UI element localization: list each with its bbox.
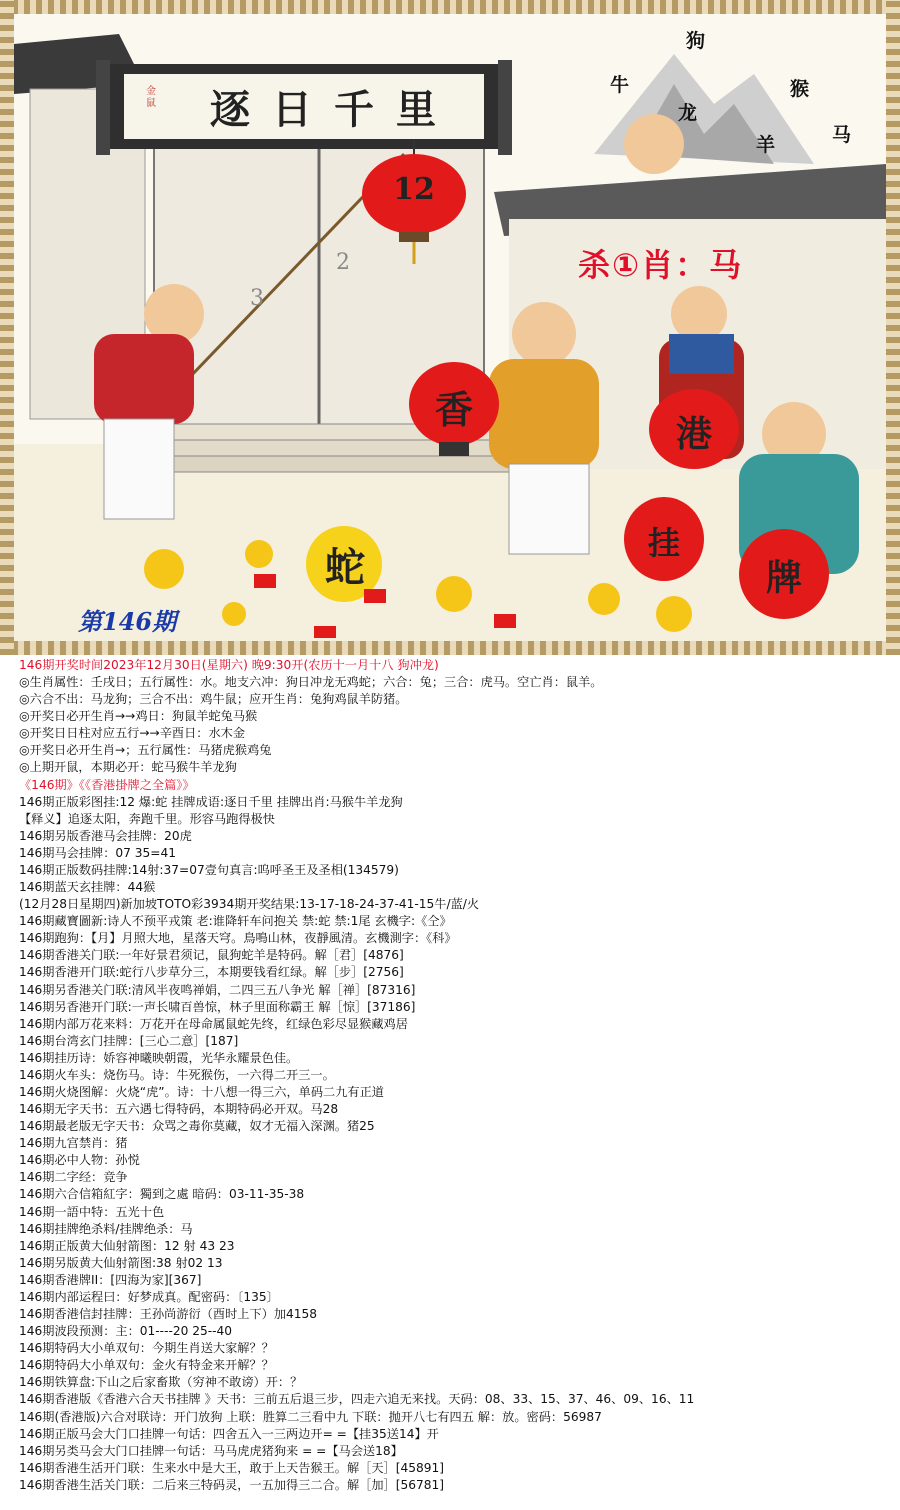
text-line: 146期香港版《香港六合天书挂牌 》天书：三前五后退三步，四走六追无来找。天码：08、33、15、37、46、09、16、11: [19, 1392, 695, 1407]
text-line: 146期挂牌绝杀料/挂牌绝杀：马: [19, 1221, 193, 1236]
text-line: 146期六合信箱紅字：獨到之處 暗码：03-11-35-38: [19, 1187, 305, 1202]
text-line: 146期火烧图解：火烧“虎”。诗：十八想一得三六，单码二九有正道: [19, 1085, 384, 1099]
text-line: 146期另香港开门联:一声长啸百兽惊，林子里面称霸王 解［惊］[37186]: [19, 999, 416, 1014]
zodiac-dragon: 龙: [678, 102, 698, 124]
text-line: 146期香港开门联:蛇行八步草分三，本期要钱看红绿。解［步］[2756]: [19, 965, 404, 980]
text-line: ◎六合不出：马龙狗；三合不出：鸡牛鼠；应开生肖：兔狗鸡鼠羊防猪。: [19, 692, 408, 707]
text-line: 146期特码大小单双句：今期生肖送大家解？？: [19, 1341, 274, 1356]
text-line: 146期九宫禁肖：猪: [19, 1136, 128, 1151]
kill-zodiac-text: 杀①肖：马: [578, 246, 744, 284]
scroll-idiom-title: 逐日千里: [210, 86, 458, 133]
text-line: 146期无字天书：五六遇七得特码，本期特码必开双。马28: [19, 1102, 339, 1117]
text-line: 146期正版彩图挂:12 爆:蛇 挂牌成语:逐日千里 挂牌出肖:马猴牛羊龙狗: [19, 794, 403, 809]
text-line: 146期香港信封挂牌：王孙尚游衍（酉时上下）加4158: [19, 1307, 318, 1322]
text-line: 146期波段预测：主：01----20 25--40: [19, 1324, 233, 1339]
firework-snake-char: 蛇: [325, 544, 365, 591]
text-line: 146期藏寶圖新:诗人不预平戎策 老:谁降轩车问抱关 禁:蛇 禁:1尾 玄機字:《仝》: [19, 914, 452, 929]
text-line: (12月28日星期四)新加坡TOTO彩3934期开奖结果:13-17-18-24-37-41-15牛/蓝/火: [19, 897, 480, 912]
text-line: 146期最老版无字天书：众骂之毒你莫藏，奴才无福入深渊。猪25: [19, 1119, 375, 1134]
frame-right-border: [886, 0, 900, 655]
zodiac-horse: 马: [832, 124, 852, 146]
text-line: 146期另类马会大门口挂牌一句话：马马虎虎猪狗来 = =【马会送18】: [19, 1443, 403, 1458]
text-line: 146期正版数码挂牌:14射:37=07壹句真言:呜呼圣王及圣相(134579): [19, 862, 399, 877]
text-line: 146期挂历诗：娇容神曦映朝霞，光华永耀景色佳。: [19, 1050, 299, 1065]
text-line: 146期开奖时间2023年12月30日(星期六) 晚9:30开(农历十一月十八 狗冲龙): [19, 658, 439, 672]
lantern-char-gua: 挂: [647, 524, 680, 562]
text-line: 146期香港生活关门联：二后来三特码灵，一五加得三二合。解［加］[56781]: [19, 1477, 444, 1492]
frame-bottom-border: [0, 641, 900, 655]
text-line: 《146期》《《香港掛牌之全篇》》: [19, 777, 195, 792]
scroll-seal: 金鼠: [146, 86, 156, 109]
lantern-char-xiang: 香: [434, 387, 473, 432]
zodiac-dog: 狗: [686, 30, 706, 52]
text-line: 146期(香港版)六合对联诗：开门放狗 上联：胜算二三看中九 下联：抛开八七有四五 解：放。密码：56987: [19, 1409, 602, 1424]
lottery-illustration: [0, 0, 900, 655]
text-line: 146期铁算盘:下山之后家畜欺（穷神不敢谤）开：？: [19, 1375, 303, 1390]
lantern-char-gang: 港: [675, 413, 712, 455]
issue-number-label: 第146期: [78, 607, 177, 636]
frame-top-border: [0, 0, 900, 14]
text-line: 146期香港牌II：[四海为家][367]: [19, 1272, 202, 1287]
text-line: 146期蓝天玄挂牌：44猴: [19, 880, 156, 895]
text-line: 146期内部万花来料：万花开在母命属鼠蛇先终，红绿色彩尽显猴藏鸡居: [19, 1016, 408, 1031]
text-line: 146期另香港关门联:清风半夜鸣禅娟，二四三五八争光 解［禅］[87316]: [19, 982, 416, 997]
text-line: 146期火车头：烧伤马。诗：牛死猴伤，一六得二开三一。: [19, 1067, 335, 1082]
text-line: 146期必中人物：孙悦: [19, 1153, 140, 1168]
text-line: ◎开奖日必开生肖→→鸡日：狗鼠羊蛇兔马猴: [19, 709, 258, 724]
text-line: 146期特码大小单双句：金火有特金来开解？？: [19, 1358, 274, 1373]
text-line: 146期内部运程曰：好梦成真。配密码：〔135〕: [19, 1289, 279, 1304]
text-line: 146期跑狗：【月】月照大地，星落天穹。鳥鳴山林，夜靜風清。玄機測字：《科》: [19, 931, 457, 946]
text-line: 146期台湾玄门挂牌：[三心二意］[187]: [19, 1033, 239, 1048]
text-line: ◎上期开鼠，本期必开：蛇马猴牛羊龙狗: [19, 760, 237, 775]
text-line: 146期另版香港马会挂牌：20虎: [19, 828, 192, 843]
text-line: 146期马会挂牌：07 35=41: [19, 845, 176, 860]
text-line: 146期一語中特：五光十色: [19, 1204, 165, 1219]
text-line: 146期香港关门联:一年好景君须记，鼠狗蛇羊是特码。解［君］[4876]: [19, 948, 404, 963]
zodiac-ox: 牛: [610, 74, 630, 96]
text-line: ◎开奖日日柱对应五行→→辛酉日：水木金: [19, 726, 246, 741]
text-line: 146期香港生活开门联：生来水中是大王，敢于上天告猴王。解［天］[45891]: [19, 1460, 444, 1475]
text-line: 【释义】追逐太阳，奔跑千里。形容马跑得极快: [19, 811, 275, 826]
zodiac-sheep: 羊: [756, 134, 776, 156]
lantern-number: 12: [393, 172, 435, 207]
text-line: ◎开奖日必开生肖→；五行属性：马猪虎猴鸡兔: [19, 743, 272, 758]
text-line: 146期二字经：竞争: [19, 1170, 128, 1185]
lantern-char-pai: 牌: [765, 557, 802, 599]
zodiac-monkey: 猴: [790, 78, 810, 100]
text-line: 146期另版黄大仙射箭图:38 射02 13: [19, 1255, 223, 1270]
text-line: 146期正版黄大仙射箭图：12 射 43 23: [19, 1238, 235, 1253]
frame-left-border: [0, 0, 14, 655]
scene-panel: [14, 14, 886, 641]
wall-mark-b: 3: [250, 286, 264, 311]
text-line: 146期正版马会大门口挂牌一句话：四舍五入一三两边开= =【挂35送14】开: [19, 1426, 439, 1441]
wall-mark-a: 2: [336, 250, 350, 275]
text-line: ◎生肖属性：壬戌日；五行属性：水。地支六冲：狗日冲龙无鸡蛇；六合：兔；三合：虎马。空亡肖：鼠羊。: [19, 675, 603, 690]
